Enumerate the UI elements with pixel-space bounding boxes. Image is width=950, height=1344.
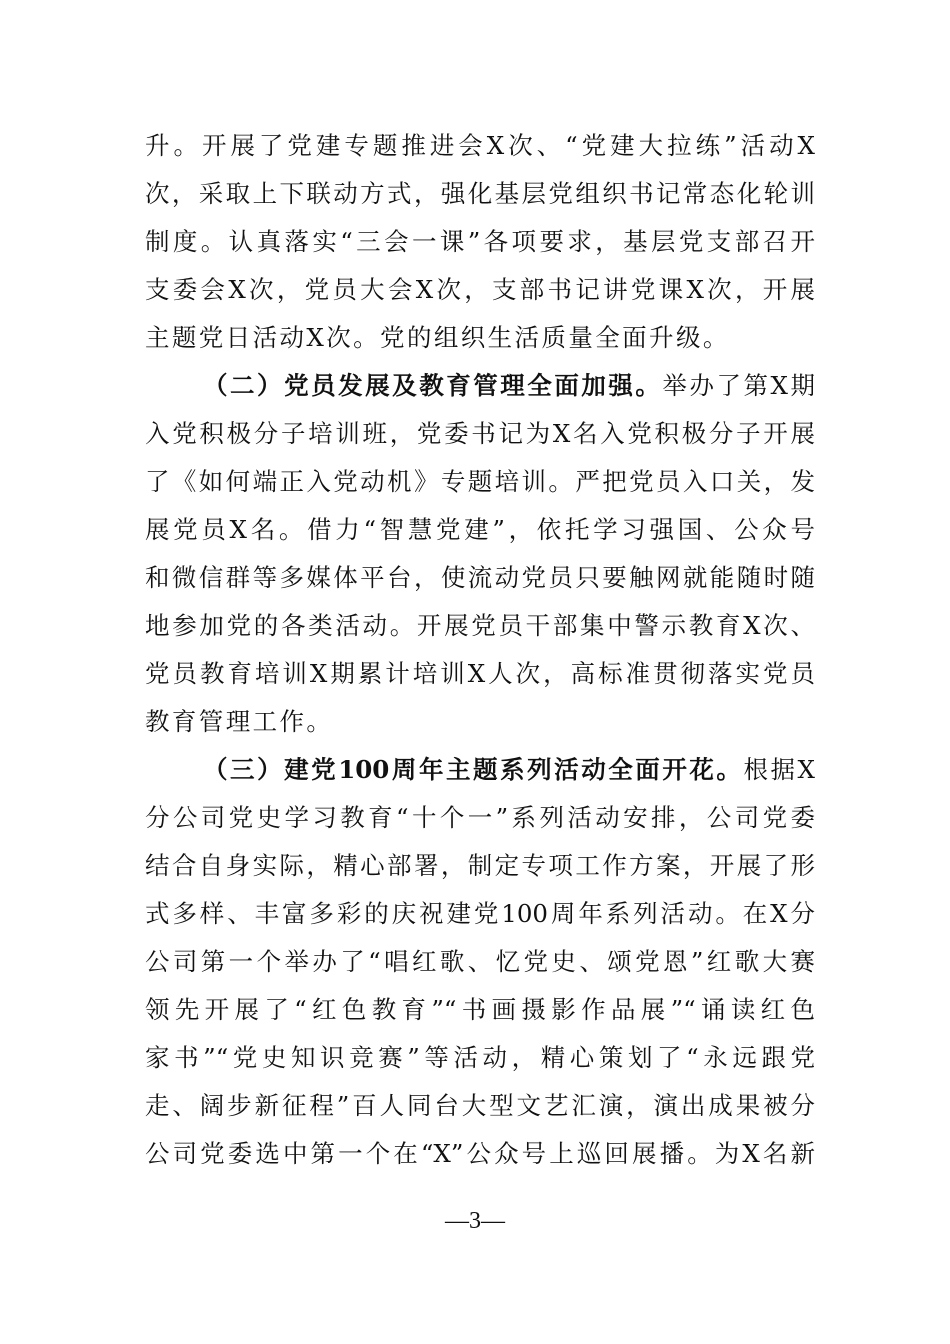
text-line: 走、阔步新征程”百人同台大型文艺汇演，演出成果被分 [145,1091,815,1120]
text-run: 根据X [743,755,815,784]
text-line: 分公司党史学习教育“十个一”系列活动安排，公司党委 [145,803,815,832]
text-line: 支委会X次，党员大会X次，支部书记讲党课X次，开展 [145,275,815,304]
text-line-first [145,362,815,410]
text-line: 主题党日活动X次。党的组织生活质量全面升级。 [145,323,730,352]
text-line: 式多样、丰富多彩的庆祝建党100周年系列活动。在X分 [145,899,815,928]
text-line: 入党积极分子培训班，党委书记为X名入党积极分子开展 [145,419,815,448]
text-line: 次，采取上下联动方式，强化基层党组织书记常态化轮训 [145,179,815,208]
text-line: 和微信群等多媒体平台，使流动党员只要触网就能随时随 [145,563,815,592]
text-line: 结合自身实际，精心部署，制定专项工作方案，开展了形 [145,851,815,880]
text-line: 了《如何端正入党动机》专题培训。严把党员入口关，发 [145,467,815,496]
text-line: 地参加党的各类活动。开展党员干部集中警示教育X次、 [145,611,815,640]
text-line: 教育管理工作。 [145,707,334,736]
section-heading: （三）建党100周年主题系列活动全面开花。 [203,755,744,784]
page-number: —3— [445,1208,505,1234]
text-line: 家书”“党史知识竞赛”等活动，精心策划了“永远跟党 [145,1043,815,1072]
text-line-first [145,746,815,794]
text-run: 举办了第X期 [662,371,815,400]
text-line: 领先开展了“红色教育”“书画摄影作品展”“诵读红色 [145,995,815,1024]
text-line: 制度。认真落实“三会一课”各项要求，基层党支部召开 [145,227,815,256]
paragraph-member-education [145,362,815,746]
paragraph-centenary-activities [145,746,815,1178]
text-line: 公司党委选中第一个在“X”公众号上巡回展播。为X名新 [145,1139,815,1168]
text-line: 升。开展了党建专题推进会X次、“党建大拉练”活动X [145,131,815,160]
text-line: 公司第一个举办了“唱红歌、忆党史、颂党恩”红歌大赛 [145,947,815,976]
section-heading: （二）党员发展及教育管理全面加强。 [203,371,663,400]
text-line: 党员教育培训X期累计培训X人次，高标准贯彻落实党员 [145,659,815,688]
paragraph-org-life [145,122,815,362]
text-line: 展党员X名。借力“智慧党建”，依托学习强国、公众号 [145,515,815,544]
body-text [145,122,815,1178]
